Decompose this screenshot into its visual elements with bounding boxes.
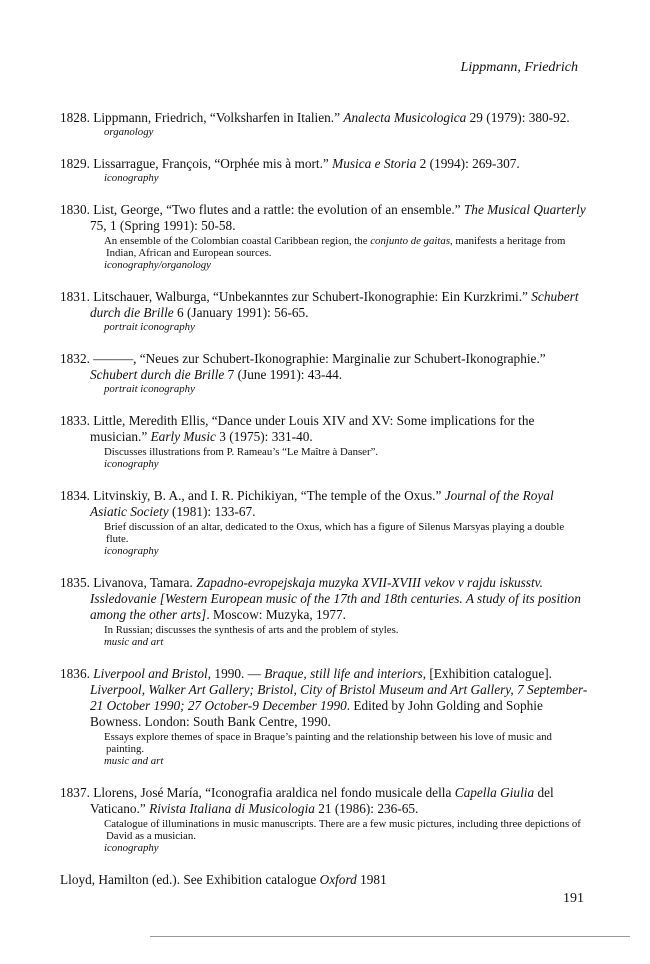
subject-tag: iconography/organology <box>104 259 211 271</box>
citation-details: 75, 1 (Spring 1991): 50-58. <box>90 218 236 233</box>
citation <box>60 351 588 383</box>
citation-text: 1836. <box>60 666 94 681</box>
journal-title: Schubert durch die Brille <box>90 367 225 382</box>
entry-1833 <box>60 413 588 471</box>
citation <box>60 110 588 126</box>
citation <box>60 202 588 234</box>
entry-1837 <box>60 785 588 855</box>
citation <box>60 488 588 520</box>
annotation: Essays explore themes of space in Braque’s painting and the relationship between his love of music and painting. <box>104 731 552 755</box>
journal-title: Analecta Musicologica <box>343 110 467 125</box>
citation <box>60 156 588 172</box>
annotation: Catalogue of illuminations in music manuscripts. There are a few music pictures, including three depictions of David as a musician. <box>104 818 581 842</box>
citation-details: 6 (January 1991): 56-65. <box>173 305 309 320</box>
annotation-text: An ensemble of the Colombian coastal Caribbean region, the <box>104 235 371 247</box>
running-header: Lippmann, Friedrich <box>460 60 578 75</box>
see-also-year: 1981 <box>356 872 387 887</box>
entry-1829 <box>60 156 588 185</box>
footer-rule <box>150 936 630 937</box>
collection-title: Capella Giulia <box>454 785 535 800</box>
journal-title: Schubert durch die Brille <box>90 289 579 320</box>
annotation <box>60 235 588 259</box>
entry-1834 <box>60 488 588 558</box>
citation-text: 1829. Lissarrague, François, “Orphée mis à mort.” <box>60 156 333 171</box>
citation-text: 1832. ———, “Neues zur Schubert-Ikonographie: Marginalie zur Schubert-Ikonographie.” <box>60 351 546 366</box>
journal-title: Rivista Italiana di Musicologia <box>149 801 315 816</box>
citation-text: 1833. Little, Meredith Ellis, “Dance under Louis XIV and XV: Some implications for the musician.” <box>60 413 535 444</box>
page-number: 191 <box>563 891 584 906</box>
citation <box>60 785 588 817</box>
citation-details: . Moscow: Muzyka, 1977. <box>206 607 346 622</box>
subject-tag: iconography <box>104 172 159 184</box>
annotation-text: , manifests a heritage from Indian, African and European sources. <box>106 235 566 259</box>
subject-tag: iconography <box>104 458 159 470</box>
citation-details: 7 (June 1991): 43-44. <box>224 367 343 382</box>
citation-text: 1828. Lippmann, Friedrich, “Volksharfen in Italien.” <box>60 110 344 125</box>
citation-text: 1837. Llorens, José María, “Iconografia araldica nel fondo musicale della <box>60 785 455 800</box>
journal-title: Early Music <box>150 429 216 444</box>
book-title: Zapadno-evropejskaja muzyka XVII-XVIII vekov v rajdu iskusstv. Issledovanie [Western European music of the 17th and 18th centuries. A study of its position among the other arts] <box>90 575 581 622</box>
exhibition-title: Braque, still life and interiors <box>264 666 423 681</box>
entry-1832 <box>60 351 588 396</box>
citation <box>60 666 588 730</box>
annotation: In Russian; discusses the synthesis of arts and the problem of styles. <box>104 624 399 636</box>
citation-text: , 1990. — <box>207 666 265 681</box>
citation-text: 1830. List, George, “Two flutes and a rattle: the evolution of an ensemble.” <box>60 202 464 217</box>
citation-text: 1834. Litvinskiy, B. A., and I. R. Pichikiyan, “The temple of the Oxus.” <box>60 488 445 503</box>
subject-tag: portrait iconography <box>104 321 195 333</box>
entry-1836 <box>60 666 588 768</box>
bibliography-entries <box>60 110 588 888</box>
subject-tag: portrait iconography <box>104 383 195 395</box>
entry-1830 <box>60 202 588 272</box>
citation <box>60 289 588 321</box>
citation-details: . Edited by John Golding and Sophie Bowness. London: South Bank Centre, 1990. <box>90 698 543 729</box>
subject-tag: music and art <box>104 636 164 648</box>
citation-text: 1831. Litschauer, Walburga, “Unbekanntes zur Schubert-Ikonographie: Ein Kurzkrimi.” <box>60 289 532 304</box>
citation-details: 21 (1986): 236-65. <box>314 801 419 816</box>
see-also-text: Lloyd, Hamilton (ed.). See Exhibition catalogue <box>60 872 320 887</box>
journal-title: The Musical Quarterly <box>463 202 586 217</box>
journal-title: Musica e Storia <box>332 156 417 171</box>
citation-details: 3 (1975): 331-40. <box>215 429 313 444</box>
entry-1828 <box>60 110 588 139</box>
citation-details: 2 (1994): 269-307. <box>416 156 520 171</box>
subject-tag: iconography <box>104 545 159 557</box>
annotation: Brief discussion of an altar, dedicated to the Oxus, which has a figure of Silenus Marsyas playing a double flute. <box>104 521 565 545</box>
entry-1835 <box>60 575 588 649</box>
subject-tag: music and art <box>104 755 164 767</box>
venue-title: Liverpool, Walker Art Gallery; Bristol, City of Bristol Museum and Art Gallery, 7 September-21 October 1990; 27 October-9 December 1990 <box>90 682 588 713</box>
citation <box>60 413 588 445</box>
citation-text: 1835. Livanova, Tamara. <box>60 575 197 590</box>
citation-details: 29 (1979): 380-92. <box>466 110 570 125</box>
citation-text: del Vaticano.” <box>90 785 554 816</box>
annotation-term: conjunto de gaitas <box>370 235 451 247</box>
subject-tag: organology <box>104 126 154 138</box>
entry-1831 <box>60 289 588 334</box>
see-also-entry <box>60 872 588 888</box>
annotation: Discusses illustrations from P. Rameau’s “Le Maître à Danser”. <box>104 446 379 458</box>
subject-tag: iconography <box>104 842 159 854</box>
see-also-title: Oxford <box>319 872 357 887</box>
citation-text: , [Exhibition catalogue]. <box>422 666 552 681</box>
journal-title: Journal of the Royal Asiatic Society <box>90 488 554 519</box>
citation-details: (1981): 133-67. <box>168 504 256 519</box>
citation <box>60 575 588 623</box>
exhibition-title: Liverpool and Bristol <box>93 666 208 681</box>
